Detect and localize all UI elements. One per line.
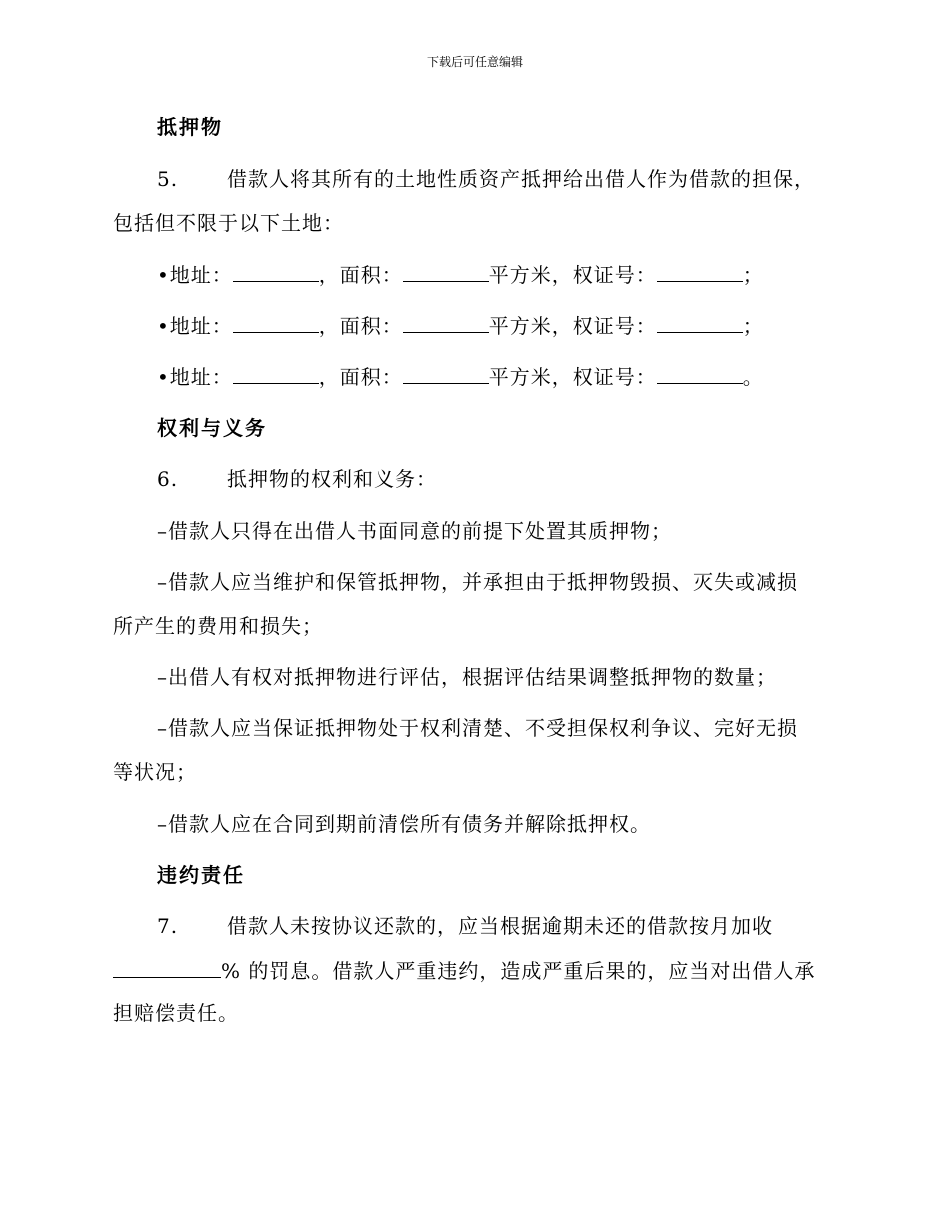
page-header: 下载后可任意编辑 — [426, 55, 523, 69]
obligation-item-continued: 所产生的费用和损失； — [113, 614, 323, 638]
row-end: 。 — [742, 365, 764, 389]
row-end: ； — [742, 314, 764, 338]
address-blank[interactable] — [233, 363, 319, 384]
certificate-blank[interactable] — [657, 312, 743, 333]
clause-number: 6. — [157, 467, 179, 491]
obligation-item: –借款人只得在出借人书面同意的前提下处置其质押物； — [157, 519, 672, 543]
row-end: ； — [742, 263, 764, 287]
area-label: ，面积： — [318, 263, 403, 287]
certificate-label: 平方米，权证号： — [488, 263, 657, 287]
section-heading-rights: 权利与义务 — [157, 416, 267, 440]
obligation-item: –借款人应当保证抵押物处于权利清楚、不受担保权利争议、完好无损 — [157, 716, 798, 740]
penalty-text: % 的罚息。借款人严重违约，造成严重后果的，应当对出借人承 — [221, 959, 816, 983]
obligation-item: –出借人有权对抵押物进行评估，根据评估结果调整抵押物的数量； — [157, 665, 777, 689]
bullet: • — [157, 263, 170, 287]
land-row — [157, 261, 764, 288]
clause-text: 抵押物的权利和义务： — [227, 467, 437, 491]
address-label: 地址： — [169, 263, 233, 287]
certificate-blank[interactable] — [657, 261, 743, 282]
section-heading-collateral: 抵押物 — [157, 115, 223, 139]
address-blank[interactable] — [233, 312, 319, 333]
penalty-rate-blank[interactable] — [113, 957, 221, 978]
clause-number: 5. — [157, 167, 179, 191]
area-blank[interactable] — [403, 363, 489, 384]
certificate-label: 平方米，权证号： — [488, 314, 657, 338]
certificate-blank[interactable] — [657, 363, 743, 384]
obligation-item-continued: 等状况； — [113, 760, 197, 784]
area-label: ，面积： — [318, 365, 403, 389]
obligation-item: –借款人应当维护和保管抵押物，并承担由于抵押物毁损、灭失或减损 — [157, 570, 798, 594]
clause-text: 借款人未按协议还款的，应当根据逾期未还的借款按月加收 — [227, 914, 773, 938]
obligation-item: –借款人应在合同到期前清偿所有债务并解除抵押权。 — [157, 812, 651, 836]
area-label: ，面积： — [318, 314, 403, 338]
address-label: 地址： — [169, 365, 233, 389]
land-row — [157, 312, 764, 339]
section-heading-liability: 违约责任 — [157, 863, 245, 887]
area-blank[interactable] — [403, 312, 489, 333]
clause-text: 借款人将其所有的土地性质资产抵押给出借人作为借款的担保， — [227, 167, 815, 191]
clause-text-continued: 包括但不限于以下土地： — [113, 211, 344, 235]
address-label: 地址： — [169, 314, 233, 338]
clause-number: 7. — [157, 914, 179, 938]
land-row — [157, 363, 764, 390]
address-blank[interactable] — [233, 261, 319, 282]
bullet: • — [157, 314, 170, 338]
clause-7-line-2 — [113, 957, 815, 984]
area-blank[interactable] — [403, 261, 489, 282]
clause-7-line-3: 担赔偿责任。 — [113, 1001, 239, 1025]
bullet: • — [157, 365, 170, 389]
certificate-label: 平方米，权证号： — [488, 365, 657, 389]
